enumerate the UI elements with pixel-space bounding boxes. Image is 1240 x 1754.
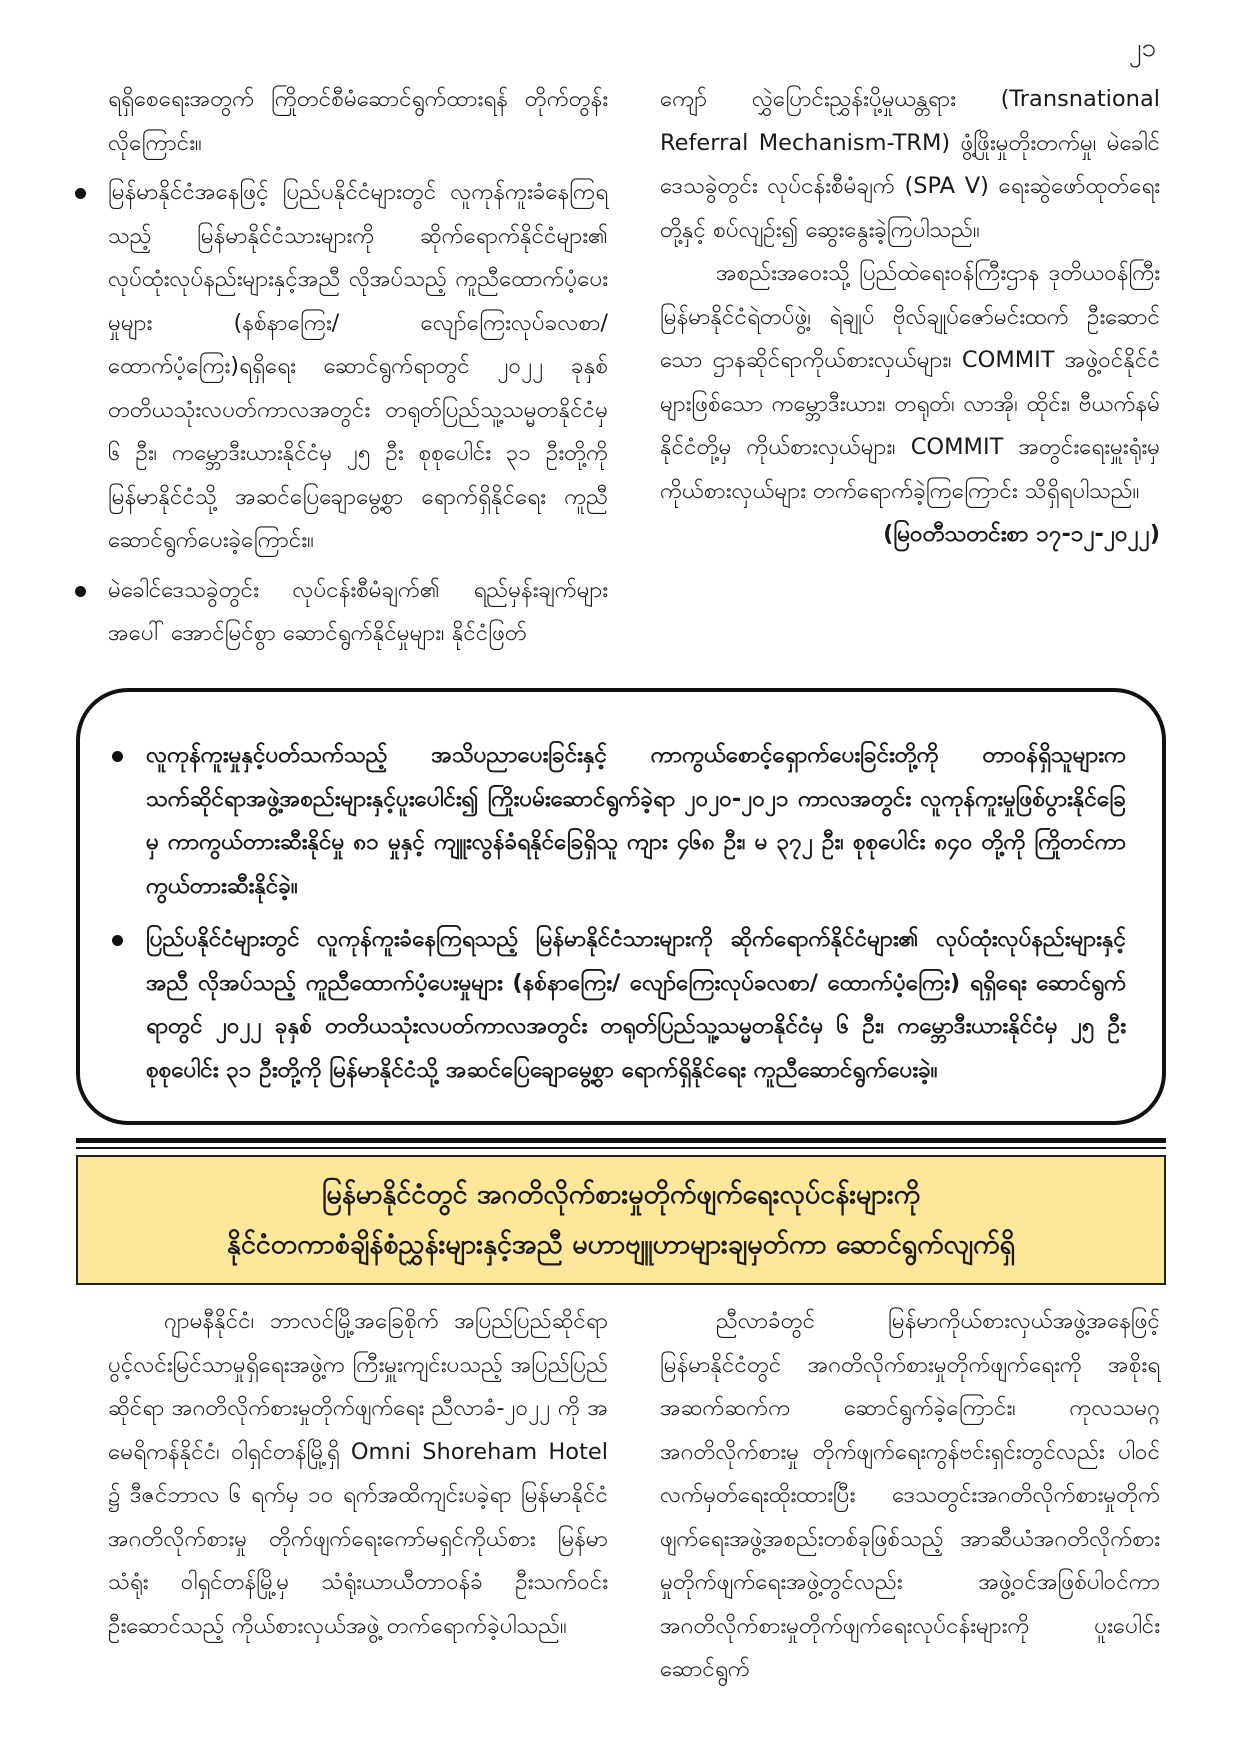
summary-item: လူကုန်ကူးမှုနှင့်ပတ်သက်သည့် အသိပညာပေးခြင်းနှင့် ကာကွယ်စောင့်ရှောက်ပေးခြင်းတို့ကို တာဝန်ရှိသူများက သက်ဆိုင်ရာအဖွဲ့အစည်းများနှင့်ပူးပေါင်း၍ ကြိုးပမ်းဆောင်ရွက်ခဲ့ရာ ၂၀၂၀-၂၀၂၁ ကာလအတွင်း လူကုန်ကူးမှုဖြစ်ပွားနိုင်ခြေမှ ကာကွယ်တားဆီးနိုင်မှု ၈၁ မှုနှင့် ကျူးလွန်ခံရနိုင်ခြေရှိသူ ကျား ၄၆၈ ဦး၊ မ ၃၇၂ ဦး၊ စုစုပေါင်း ၈၄၀ တို့ကို ကြိုတင်ကာကွယ်တားဆီးနိုင်ခဲ့။ <box>146 734 1126 908</box>
summary-box <box>76 688 1166 1125</box>
left-column-bottom <box>108 1300 608 1648</box>
bullet-item: မြန်မာနိုင်ငံအနေဖြင့် ပြည်ပနိုင်ငံများတွင် လူကုန်ကူးခံနေကြရသည့် မြန်မာနိုင်ငံသားများကို ဆိုက်ရောက်နိုင်ငံများ၏ လုပ်ထုံးလုပ်နည်းများနှင့်အညီ လိုအပ်သည့် ကူညီထောက်ပံ့ပေးမှုများ (နစ်နာကြေး/ လျော်ကြေးလုပ်ခလစာ/ ထောက်ပံ့ကြေး)ရရှိရေး ဆောင်ရွက်ရာတွင် ၂၀၂၂ ခုနှစ် တတိယသုံးလပတ်ကာလအတွင်း တရုတ်ပြည်သူ့သမ္မတနိုင်ငံမှ ၆ ဦး၊ ကမ္ဘောဒီးယားနိုင်ငံမှ ၂၅ ဦး စုစုပေါင်း ၃၁ ဦးတို့ကို မြန်မာနိုင်ငံသို့ အဆင်ပြေချောမွေ့စွာ ရောက်ရှိနိုင်ရေး ကူညီဆောင်ရွက်ပေးခဲ့ကြောင်း။ <box>108 171 608 563</box>
summary-list <box>146 734 1126 1092</box>
left-column-top <box>108 78 608 656</box>
attendance-paragraph: အစည်းအဝေးသို့ ပြည်ထဲရေးဝန်ကြီးဌာန ဒုတိယဝန်ကြီး မြန်မာနိုင်ငံရဲတပ်ဖွဲ့၊ ရဲချုပ် ဗိုလ်ချုပ်ဇော်မင်းထက် ဦးဆောင်သော ဌာနဆိုင်ရာကိုယ်စားလှယ်များ၊ COMMIT အဖွဲ့ဝင်နိုင်ငံများဖြစ်သော ကမ္ဘောဒီးယား၊ တရုတ်၊ လာအို၊ ထိုင်း၊ ဗီယက်နမ်နိုင်ငံတို့မှ ကိုယ်စားလှယ်များ၊ COMMIT အတွင်းရေးမှူးရုံးမှ ကိုယ်စားလှယ်များ တက်ရောက်ခဲ့ကြကြောင်း သိရှိရပါသည်။ <box>660 260 1160 504</box>
continued-paragraph: ကျော် လွှဲပြောင်းညွှန်းပို့မှုယန္တရား (Transnational Referral Mechanism-TRM) ဖွံ့ဖြိုးမှုတိုးတက်မှု၊ မဲခေါင်ဒေသခွဲတွင်း လုပ်ငန်းစီမံချက် (SPA V) ရေးဆွဲဖော်ထုတ်ရေးတို့နှင့် စပ်လျဉ်း၍ ဆွေးနွေးခဲ့ကြပါသည်။ <box>660 86 1160 243</box>
article-headline <box>76 1155 1166 1285</box>
continued-paragraph: ရရှိစေရေးအတွက် ကြိုတင်စီမံဆောင်ရွက်ထားရန် တိုက်တွန်းလိုကြောင်း။ <box>108 86 608 156</box>
headline-line-2: နိုင်ငံတကာစံချိန်စံညွှန်းများနှင့်အညီ မဟာဗျူဟာများချမှတ်ကာ ဆောင်ရွက်လျက်ရှိ <box>226 1229 1016 1260</box>
headline-line-1: မြန်မာနိုင်ငံတွင် အဂတိလိုက်စားမှုတိုက်ဖျက်ရေးလုပ်ငန်းများကို <box>321 1179 921 1210</box>
bullet-item: မဲခေါင်ဒေသခွဲတွင်း လုပ်ငန်းစီမံချက်၏ ရည်မှန်းချက်များအပေါ် အောင်မြင်စွာ ဆောင်ရွက်နိုင်မှုများ၊ နိုင်ငံဖြတ် <box>108 569 608 656</box>
news-source: (မြဝတီသတင်းစာ ၁၇-၁၂-၂၀၂၂) <box>883 521 1160 547</box>
article-paragraph: ညီလာခံတွင် မြန်မာကိုယ်စားလှယ်အဖွဲ့အနေဖြင့် မြန်မာနိုင်ငံတွင် အဂတိလိုက်စားမှုတိုက်ဖျက်ရေးကို အစိုးရအဆက်ဆက်က ဆောင်ရွက်ခဲ့ကြောင်း၊ ကုလသမဂ္ဂအဂတိလိုက်စားမှု တိုက်ဖျက်ရေးကွန်ဗင်းရှင်းတွင်လည်း ပါဝင်လက်မှတ်ရေးထိုးထားပြီး ဒေသတွင်းအဂတိလိုက်စားမှုတိုက်ဖျက်ရေးအဖွဲ့အစည်းတစ်ခုဖြစ်သည့် အာဆီယံအဂတိလိုက်စားမှုတိုက်ဖျက်ရေးအဖွဲ့တွင်လည်း အဖွဲ့ဝင်အဖြစ်ပါဝင်ကာ အဂတိလိုက်စားမှုတိုက်ဖျက်ရေးလုပ်ငန်းများကို ပူးပေါင်းဆောင်ရွက် <box>660 1308 1160 1682</box>
bullet-list <box>108 171 608 656</box>
page-number: ၂၁ <box>1128 33 1156 63</box>
divider <box>76 1138 1166 1143</box>
article-paragraph: ဂျာမနီနိုင်ငံ၊ ဘာလင်မြို့အခြေစိုက် အပြည်ပြည်ဆိုင်ရာ ပွင့်လင်းမြင်သာမှုရှိရေးအဖွဲ့က ကြီးမှူးကျင်းပသည့် အပြည်ပြည်ဆိုင်ရာ အဂတိလိုက်စားမှုတိုက်ဖျက်ရေး ညီလာခံ-၂၀၂၂ ကို အမေရိကန်နိုင်ငံ၊ ဝါရှင်တန်မြို့ရှိ Omni Shoreham Hotel ၌ ဒီဇင်ဘာလ ၆ ရက်မှ ၁၀ ရက်အထိကျင်းပခဲ့ရာ မြန်မာနိုင်ငံ အဂတိလိုက်စားမှု တိုက်ဖျက်ရေးကော်မရှင်ကိုယ်စား မြန်မာသံရုံး ဝါရှင်တန်မြို့မှ သံရုံးယာယီတာဝန်ခံ ဦးသက်ဝင်း ဦးဆောင်သည့် ကိုယ်စားလှယ်အဖွဲ့ တက်ရောက်ခဲ့ပါသည်။ <box>108 1308 608 1639</box>
summary-item: ပြည်ပနိုင်ငံများတွင် လူကုန်ကူးခံနေကြရသည့် မြန်မာနိုင်ငံသားများကို ဆိုက်ရောက်နိုင်ငံများ၏ လုပ်ထုံးလုပ်နည်းများနှင့်အညီ လိုအပ်သည့် ကူညီထောက်ပံ့ပေးမှုများ (နစ်နာကြေး/ လျော်ကြေးလုပ်ခလစာ/ ထောက်ပံ့ကြေး) ရရှိရေး ဆောင်ရွက်ရာတွင် ၂၀၂၂ ခုနှစ် တတိယသုံးလပတ်ကာလအတွင်း တရုတ်ပြည်သူ့သမ္မတနိုင်ငံမှ ၆ ဦး၊ ကမ္ဘောဒီးယားနိုင်ငံမှ ၂၅ ဦး စုစုပေါင်း ၃၁ ဦးတို့ကို မြန်မာနိုင်ငံသို့ အဆင်ပြေချောမွေ့စွာ ရောက်ရှိနိုင်ရေး ကူညီဆောင်ရွက်ပေးခဲ့။ <box>146 918 1126 1092</box>
divider <box>76 1147 1166 1149</box>
right-column-top <box>660 78 1160 557</box>
right-column-bottom <box>660 1300 1160 1692</box>
